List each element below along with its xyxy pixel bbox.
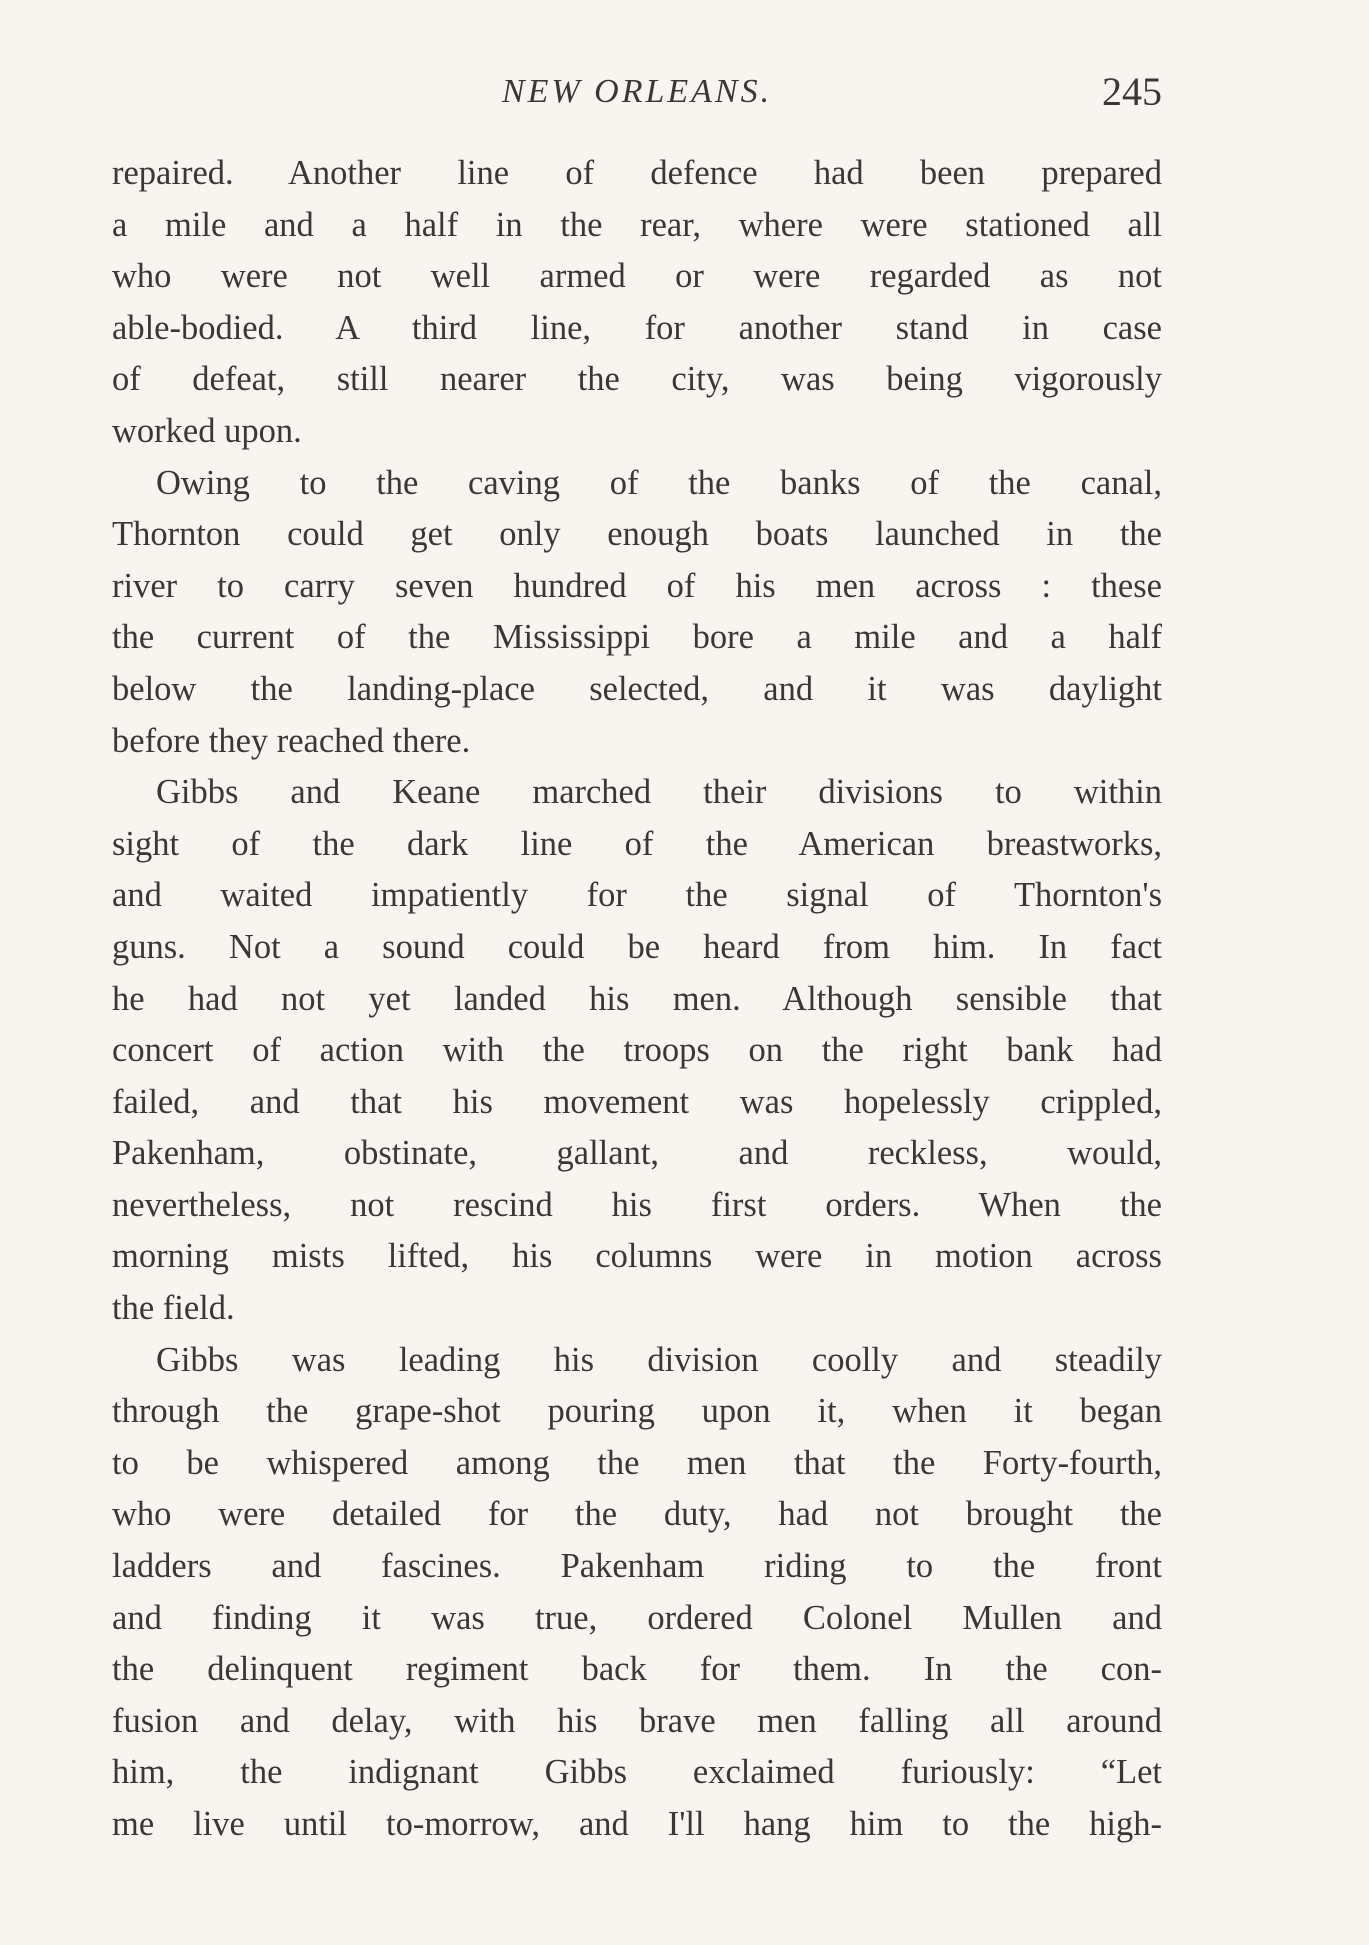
text-line: failed, and that his movement was hopelessly crippled, <box>112 1082 1162 1121</box>
text-line: Thornton could get only enough boats launched in the <box>112 515 1162 554</box>
text-line: to be whispered among the men that the Forty-fourth, <box>112 1443 1162 1482</box>
text-line: before they reached there. <box>112 721 471 760</box>
text-line: Gibbs and Keane marched their divisions to within <box>156 773 1162 812</box>
text-line: me live until to-morrow, and I'll hang him to the high- <box>112 1805 1162 1843</box>
page-number: 245 <box>1102 69 1162 114</box>
paragraph <box>112 767 1162 1335</box>
text-line: who were not well armed or were regarded as not <box>112 257 1162 296</box>
paragraph <box>112 458 1162 768</box>
text-line: and finding it was true, ordered Colonel Mullen and <box>112 1598 1162 1637</box>
text-line: the field. <box>112 1289 235 1328</box>
text-line: repaired. Another line of defence had been prepared <box>112 154 1162 192</box>
text-line: the current of the Mississippi bore a mile and a half <box>112 618 1162 657</box>
text-line: the delinquent regiment back for them. In the con- <box>112 1650 1162 1689</box>
text-line: who were detailed for the duty, had not brought the <box>112 1495 1162 1534</box>
text-line: and waited impatiently for the signal of Thornton's <box>112 876 1162 915</box>
paragraph <box>112 1335 1162 1851</box>
text-line: Owing to the caving of the banks of the canal, <box>156 463 1162 502</box>
text-line: river to carry seven hundred of his men across : these <box>112 566 1162 605</box>
text-line: of defeat, still nearer the city, was being vigorously <box>112 360 1162 399</box>
text-line: sight of the dark line of the American breastworks, <box>112 824 1162 863</box>
text-line: Gibbs was leading his division coolly and steadily <box>156 1340 1162 1379</box>
text-line: concert of action with the troops on the right bank had <box>112 1031 1162 1070</box>
text-line: Pakenham, obstinate, gallant, and reckless, would, <box>112 1134 1162 1173</box>
text-line: ladders and fascines. Pakenham riding to the front <box>112 1547 1162 1586</box>
body-text <box>112 148 1162 1851</box>
text-line: nevertheless, not rescind his first orders. When the <box>112 1185 1162 1224</box>
text-line: he had not yet landed his men. Although sensible that <box>112 979 1162 1018</box>
text-line: fusion and delay, with his brave men falling all around <box>112 1701 1162 1740</box>
running-head <box>112 62 1162 122</box>
text-line: able-bodied. A third line, for another stand in case <box>112 308 1162 347</box>
text-line: worked upon. <box>112 411 302 450</box>
text-line: a mile and a half in the rear, where were stationed all <box>112 205 1162 244</box>
paragraph <box>112 148 1162 458</box>
text-line: morning mists lifted, his columns were in motion across <box>112 1237 1162 1276</box>
text-line: him, the indignant Gibbs exclaimed furiously: “Let <box>112 1753 1162 1792</box>
running-title: NEW ORLEANS. <box>501 73 773 110</box>
text-line: below the landing-place selected, and it was daylight <box>112 669 1162 708</box>
text-line: through the grape-shot pouring upon it, when it began <box>112 1392 1162 1431</box>
text-line: guns. Not a sound could be heard from him. In fact <box>112 927 1162 966</box>
